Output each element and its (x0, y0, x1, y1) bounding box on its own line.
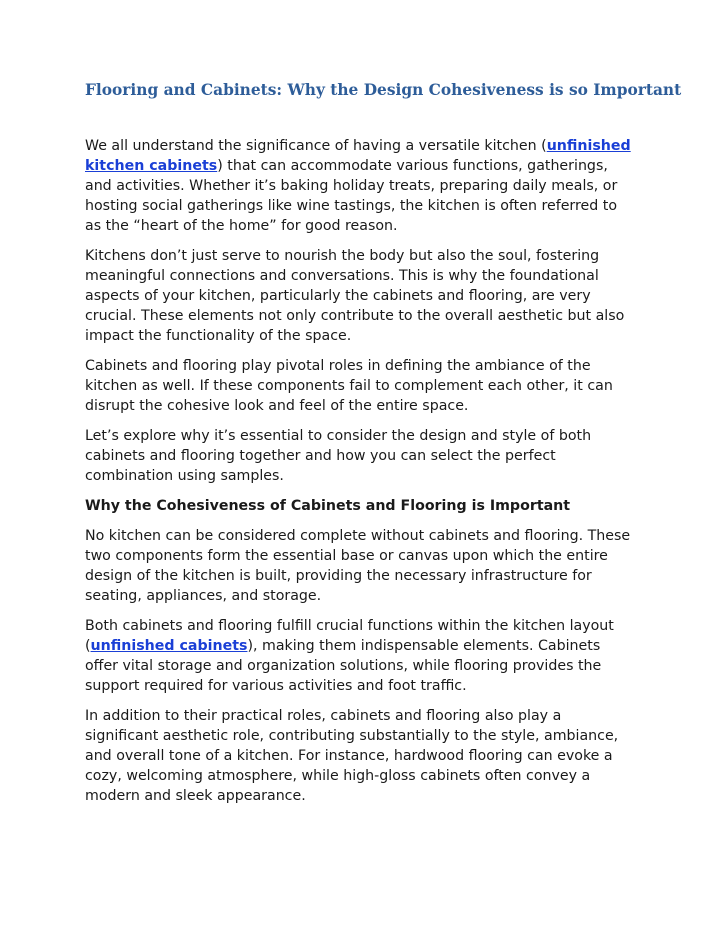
paragraph-aesthetic-role: In addition to their practical roles, cabinets and flooring also play a significant aesthetic role, contributing substantially to the style, ambiance, and overall tone of a kitchen. For instance, hardwood flooring can evoke a cozy, welcoming atmosphere, while high-gloss cabinets often convey a modern and sleek appearance. (85, 708, 619, 804)
paragraph-intro-text-start: We all understand the significance of having a versatile kitchen ( (85, 138, 547, 154)
document-title: Flooring and Cabinets: Why the Design Cohesiveness is so Important (85, 81, 682, 99)
paragraph-no-kitchen-complete: No kitchen can be considered complete without cabinets and flooring. These two components form the essential base or canvas upon which the entire design of the kitchen is built, providing the necessary infrastructure for seating, appliances, and storage. (85, 528, 631, 604)
document-page (85, 78, 682, 816)
section-heading: Why the Cohesiveness of Cabinets and Flooring is Important (85, 498, 571, 514)
paragraph-crucial-functions-text-end: ), making them indispensable elements. Cabinets offer vital storage and organization solutions, while flooring provides the support required for various activities and foot traffic. (85, 638, 602, 694)
unfinished-kitchen-cabinets-link[interactable]: unfinished kitchen cabinets (85, 138, 631, 174)
paragraph-intro (85, 136, 637, 236)
paragraph-kitchens-soul: Kitchens don’t just serve to nourish the body but also the soul, fostering meaningful connections and conversations. This is why the foundational aspects of your kitchen, particularly the cabinets and flooring, are very crucial. These elements not only contribute to the overall aesthetic but also impact the functionality of the space. (85, 248, 625, 344)
paragraph-crucial-functions-text-start: Both cabinets and flooring fulfill crucial functions within the kitchen layout ( (85, 618, 614, 654)
paragraph-crucial-functions (85, 616, 637, 696)
unfinished-cabinets-link[interactable]: unfinished cabinets (90, 638, 248, 654)
paragraph-explore: Let’s explore why it’s essential to consider the design and style of both cabinets and flooring together and how you can select the perfect combination using samples. (85, 428, 592, 484)
paragraph-intro-text-end: ) that can accommodate various functions, gatherings, and activities. Whether it’s baking holiday treats, preparing daily meals, or hosting social gatherings like wine tastings, the kitchen is often referred to as the “heart of the home” for good reason. (85, 158, 618, 234)
paragraph-ambiance: Cabinets and flooring play pivotal roles in defining the ambiance of the kitchen as well. If these components fail to complement each other, it can disrupt the cohesive look and feel of the entire space. (85, 358, 613, 414)
